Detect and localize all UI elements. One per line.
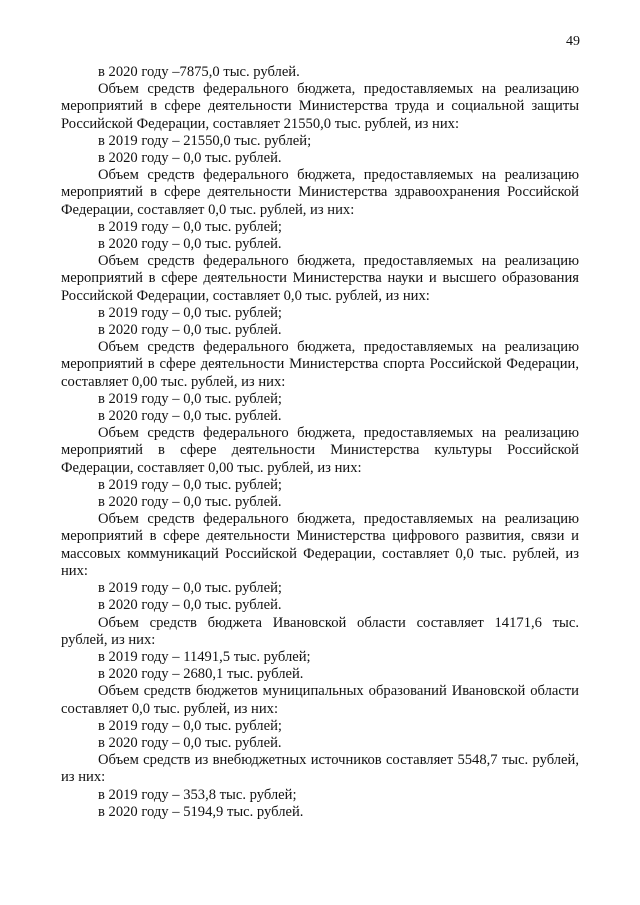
year-amount-line: в 2020 году – 0,0 тыс. рублей. bbox=[98, 494, 282, 511]
funding-paragraph: Объем средств бюджета Ивановской области составляет 14171,6 тыс. рублей, из них: bbox=[61, 614, 579, 648]
year-amount-line: в 2020 году – 0,0 тыс. рублей. bbox=[98, 236, 282, 253]
year-amount-line: в 2019 году – 0,0 тыс. рублей; bbox=[98, 476, 282, 493]
funding-paragraph: Объем средств федерального бюджета, предоставляемых на реализацию мероприятий в сфере деятельности Министерства науки и высшего образования Российской Федерации, составляет 0,0 тыс. рублей, из них: bbox=[61, 253, 579, 304]
year-amount-line: в 2019 году – 353,8 тыс. рублей; bbox=[98, 786, 297, 803]
year-amount-line: в 2019 году – 0,0 тыс. рублей; bbox=[98, 717, 282, 734]
funding-paragraph: Объем средств федерального бюджета, предоставляемых на реализацию мероприятий в сфере деятельности Министерства здравоохранения Российской Федерации, составляет 0,0 тыс. рублей, из них: bbox=[61, 167, 579, 218]
funding-paragraph: Объем средств из внебюджетных источников составляет 5548,7 тыс. рублей, из них: bbox=[61, 752, 579, 786]
year-amount-line: в 2020 году –7875,0 тыс. рублей. bbox=[98, 64, 300, 80]
page-number: 49 bbox=[566, 34, 580, 49]
year-amount-line: в 2020 году – 0,0 тыс. рублей. bbox=[98, 408, 282, 425]
year-amount-line: в 2019 году – 0,0 тыс. рублей; bbox=[98, 304, 282, 321]
funding-paragraph: Объем средств федерального бюджета, предоставляемых на реализацию мероприятий в сфере деятельности Министерства труда и социальной защиты Российской Федерации, составляет 21550,0 тыс. рублей, из них: bbox=[61, 81, 579, 132]
funding-paragraph: Объем средств бюджетов муниципальных образований Ивановской области составляет 0,0 тыс. рублей, из них: bbox=[61, 683, 579, 717]
year-amount-line: в 2019 году – 0,0 тыс. рублей; bbox=[98, 580, 282, 597]
year-amount-line: в 2020 году – 0,0 тыс. рублей. bbox=[98, 150, 282, 167]
year-amount-line: в 2020 году – 0,0 тыс. рублей. bbox=[98, 597, 282, 614]
document-body bbox=[61, 64, 579, 821]
year-amount-line: в 2020 году – 5194,9 тыс. рублей. bbox=[98, 803, 304, 820]
year-amount-line: в 2019 году – 0,0 тыс. рублей; bbox=[98, 218, 282, 235]
year-amount-line: в 2020 году – 2680,1 тыс. рублей. bbox=[98, 666, 304, 683]
year-amount-line: в 2019 году – 21550,0 тыс. рублей; bbox=[98, 132, 312, 149]
funding-paragraph: Объем средств федерального бюджета, предоставляемых на реализацию мероприятий в сфере деятельности Министерства культуры Российской Федерации, составляет 0,00 тыс. рублей, из них: bbox=[61, 425, 579, 476]
funding-paragraph: Объем средств федерального бюджета, предоставляемых на реализацию мероприятий в сфере деятельности Министерства цифрового развития, связи и массовых коммуникаций Российской Федерации, составляет 0,0 тыс. рублей, из них: bbox=[61, 511, 579, 579]
year-amount-line: в 2019 году – 11491,5 тыс. рублей; bbox=[98, 648, 311, 665]
funding-paragraph: Объем средств федерального бюджета, предоставляемых на реализацию мероприятий в сфере деятельности Министерства спорта Российской Федерации, составляет 0,00 тыс. рублей, из них: bbox=[61, 339, 579, 390]
year-amount-line: в 2020 году – 0,0 тыс. рублей. bbox=[98, 734, 282, 751]
year-amount-line: в 2020 году – 0,0 тыс. рублей. bbox=[98, 322, 282, 339]
year-amount-line: в 2019 году – 0,0 тыс. рублей; bbox=[98, 390, 282, 407]
